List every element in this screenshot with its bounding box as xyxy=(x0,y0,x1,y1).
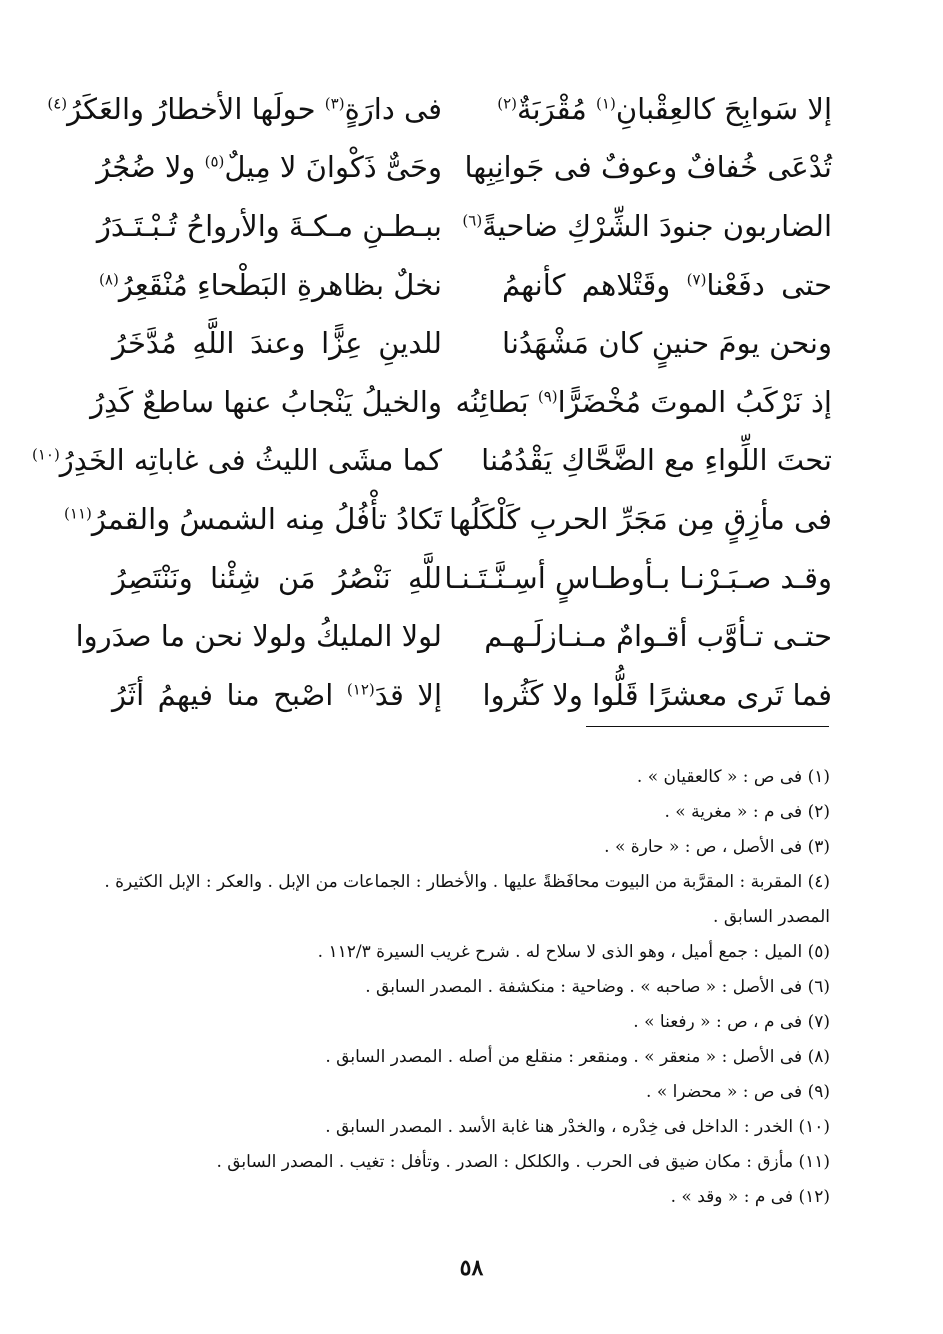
footnote-marker[interactable]: (١٢) xyxy=(346,680,375,699)
verse-text: نخلٌ بظاهرةِ البَطْحاءِ مُنْقَعِرُ xyxy=(118,267,442,302)
footnote: (١١) مأزق : مكان ضيق فى الحرب . والكلكل : الصدر . وتأفل : تغيب . المصدر السابق . xyxy=(216,1152,830,1172)
footnote-marker[interactable]: (١١) xyxy=(64,504,92,523)
footnote: (٩) فى ص : « محضرا » . xyxy=(646,1082,830,1102)
footnote: (١٢) فى م : « وقد » . xyxy=(670,1187,830,1207)
footnote: (٣) فى الأصل ، ص : « حارة » . xyxy=(604,837,830,857)
verse-row xyxy=(75,607,832,666)
poem xyxy=(31,80,832,725)
verse-text: حتى دفَعْنا xyxy=(706,267,832,302)
second-hemistich xyxy=(64,502,442,537)
second-hemistich xyxy=(96,150,442,185)
second-hemistich xyxy=(31,443,442,478)
verse-row xyxy=(96,197,832,256)
verse-text: مُقْرَبَةٌ xyxy=(516,91,587,126)
verse-text: الضاربون جنودَ الشِّرْكِ ضاحيةً xyxy=(482,209,832,244)
footnote-marker[interactable]: (١٠) xyxy=(31,445,60,464)
verse-text: بَطائِنُه xyxy=(455,384,529,419)
verse-row xyxy=(64,490,832,549)
footnote-marker[interactable]: (٨) xyxy=(99,270,119,289)
second-hemistich xyxy=(112,326,442,361)
verse-row xyxy=(96,139,832,198)
verse-text: ببـطـنِ مـكـةَ والأرواحُ تُـبْـتَـدَرُ xyxy=(96,209,442,244)
verse-row xyxy=(112,314,832,373)
first-hemistich xyxy=(502,326,832,361)
first-hemistich xyxy=(462,209,832,244)
verse-text: وحَىٌّ ذَكْوانَ لا مِيلٌ xyxy=(224,150,442,185)
footnote: (٥) الميل : جمع أميل ، وهو الذى لا سلاح له . شرح غريب السيرة ١١٢/٣ . xyxy=(317,942,830,962)
first-hemistich xyxy=(484,619,832,654)
verse-row xyxy=(99,256,832,315)
footnote-marker[interactable]: (٤) xyxy=(47,94,68,113)
verse-text: تحتَ اللِّواءِ مع الضَّحَّاكِ يَقْدُمُنا xyxy=(481,443,832,478)
verse-text: لولا المليكُ ولولا نحن ما صدَروا xyxy=(75,619,442,654)
footnote: (٦) فى الأصل : « صاحبه » . وضاحية : منكشفة . المصدر السابق . xyxy=(365,977,830,997)
page-number: ٥٨ xyxy=(459,1255,484,1281)
first-hemistich xyxy=(497,91,832,127)
verse-row xyxy=(90,373,832,432)
footnote: (١٠) الخدر : الداخل فى خِدْره ، والخدْر هنا غابة الأسد . المصدر السابق . xyxy=(325,1117,830,1137)
first-hemistich xyxy=(448,502,832,537)
second-hemistich xyxy=(90,384,442,420)
footnote-marker[interactable]: (٢) xyxy=(497,94,517,113)
verse-row xyxy=(112,666,832,725)
verse-text: حولَها الأخطارُ والعَكَرُ xyxy=(67,91,316,126)
verse-text: فى دارَةٍ xyxy=(344,91,442,126)
second-hemistich xyxy=(99,267,442,303)
verse-text: تَكادُ تأْفُلُ مِنه الشمسُ والقمرُ xyxy=(91,502,442,537)
verse-row xyxy=(31,432,832,491)
footnote-marker[interactable]: (٥) xyxy=(204,152,225,171)
second-hemistich xyxy=(47,91,442,127)
footnote-marker[interactable]: (٧) xyxy=(686,270,707,289)
first-hemistich xyxy=(455,384,832,420)
second-hemistich xyxy=(75,619,442,654)
footnote-marker[interactable]: (١) xyxy=(596,94,616,113)
verse-text: كما مشَى الليثُ فى غاباتِه الخَدِرُ xyxy=(59,443,442,478)
second-hemistich xyxy=(112,561,442,596)
verse-text: اصْبح منا فيهمُ أثَرُ xyxy=(112,677,334,712)
second-hemistich xyxy=(96,209,442,244)
footnote: (٧) فى م ، ص : « رفعنا » . xyxy=(633,1012,830,1032)
verse-text: فما تَرى معشرًا قَلُّوا ولا كَثُروا xyxy=(482,677,832,712)
footnote-marker[interactable]: (٩) xyxy=(537,387,558,406)
verse-text: للَّهِ نَنْصُرُ مَن شِئْنا ونَنْتَصِرُ xyxy=(112,560,442,595)
verse-text: والخيلُ يَنْجابُ عنها ساطعٌ كَدِرُ xyxy=(90,384,442,419)
footnote: (٢) فى م : « مغرية » . xyxy=(664,802,830,822)
first-hemistich xyxy=(464,150,832,185)
verse-text: فى مأزِقٍ مِن مَجَرِّ الحربِ كَلْكَلُها xyxy=(448,502,832,537)
footnote: (٤) المقربة : المقرَّبة من البيوت محافَظةً عليها . والأخطار : الجماعات من الإبل . والعكر : الإبل الكثيرة . المصدر السابق . xyxy=(104,872,830,927)
first-hemistich xyxy=(502,268,832,303)
verse-text: وقَتْلاهم كأنهمُ xyxy=(502,267,671,302)
verse-row xyxy=(112,549,832,608)
footnotes xyxy=(100,760,830,1215)
verse-text: ونحن يومَ حنينٍ كان مَشْهَدُنا xyxy=(502,326,832,361)
verse-text: حتـى تـأوَّب أقـوامٌ مـنـازلَـهـم xyxy=(484,619,832,654)
verse-text: إلا سَوابِحَ كالعِقْبانِ xyxy=(615,91,832,126)
verse-text: إذ نَرْكَبُ الموتَ مُخْضَرًّا xyxy=(557,384,832,419)
first-hemistich xyxy=(481,443,832,478)
verse-row xyxy=(47,80,832,139)
footnote-marker[interactable]: (٣) xyxy=(324,94,345,113)
footnote-marker[interactable]: (٦) xyxy=(462,211,483,230)
first-hemistich xyxy=(482,677,832,713)
footnote-divider xyxy=(586,726,829,727)
verse-text: للدينِ عِزًّا وعندَ اللَّهِ مُدَّخَرُ xyxy=(112,326,442,361)
verse-text: تُدْعَى خُفافٌ وعوفٌ فى جَوانِبِها xyxy=(464,150,832,185)
second-hemistich xyxy=(112,678,442,713)
verse-text: ولا ضُجُرُ xyxy=(96,150,196,185)
footnote: (١) فى ص : « كالعقيان » . xyxy=(636,767,830,787)
verse-text: وقـد صـبَـرْنـا بـأوطـاسٍ أسِـنَّـتَـنـا xyxy=(444,560,832,595)
footnote: (٨) فى الأصل : « منعقر » . ومنقعر : منقلع من أصله . المصدر السابق . xyxy=(325,1047,830,1067)
first-hemistich xyxy=(444,560,832,596)
verse-text: إلا قدَ xyxy=(374,677,443,712)
